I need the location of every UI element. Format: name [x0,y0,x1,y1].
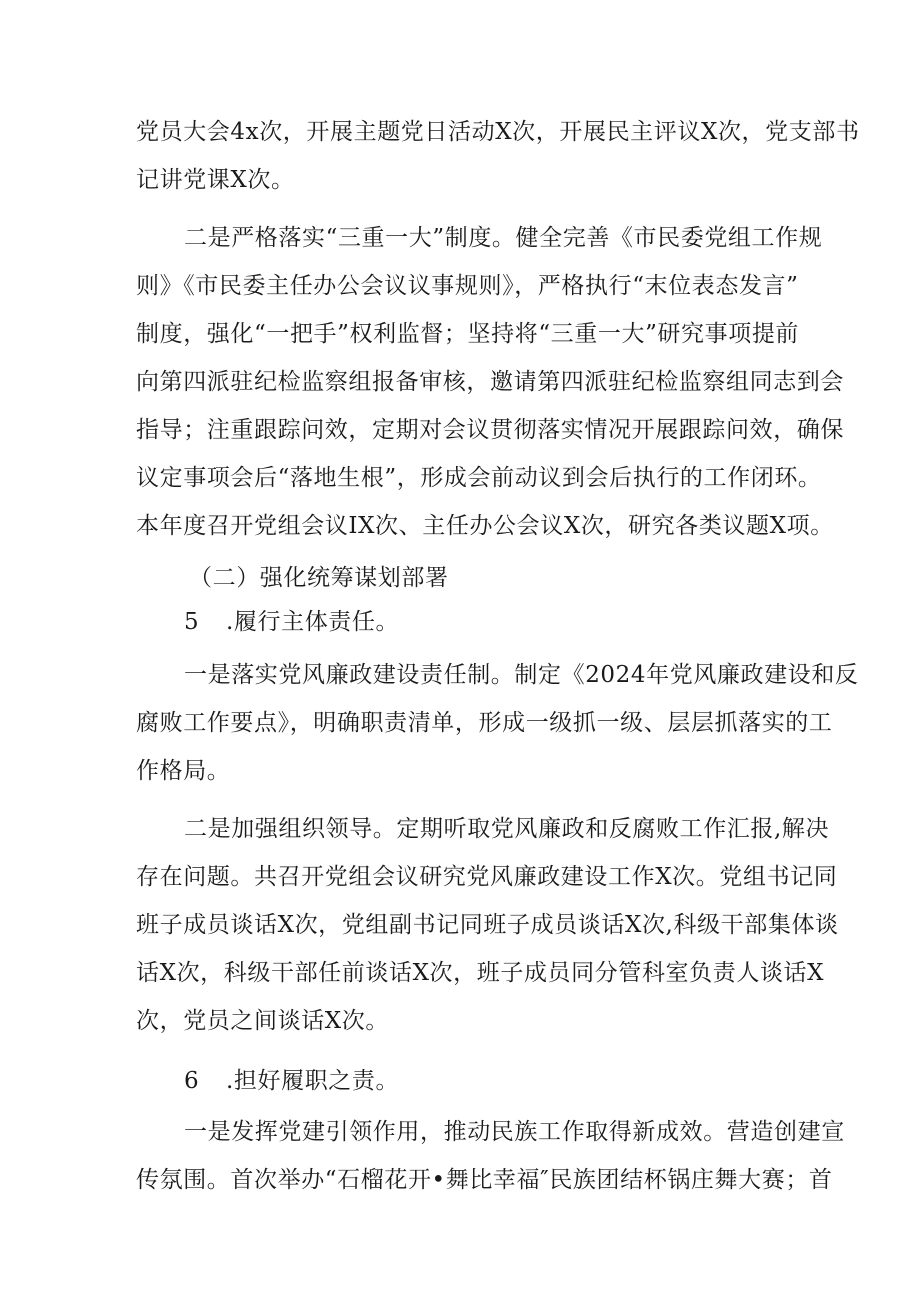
item-text: .担好履职之责。 [226,1068,400,1094]
paragraph-line: 话X次，科级干部任前谈话X次，班子成员同分管科室负责人谈话X [136,960,825,986]
paragraph-line: 向第四派驻纪检监察组报备审核，邀请第四派驻纪检监察组同志到会 [136,369,844,395]
paragraph-line: 指导；注重跟踪问效，定期对会议贯彻落实情况开展跟踪问效，确保 [136,417,844,443]
item-number: 6 [184,1068,200,1094]
paragraph-line: 腐败工作要点》，明确职责清单，形成一级抓一级、层层抓落实的工 [136,710,833,736]
paragraph-line: 制度，强化“一把手”权利监督；坚持将“三重一大”研究事项提前 [136,321,800,347]
numbered-item-5 [184,607,399,637]
section-heading: （二）强化统筹谋划部署 [189,565,449,591]
paragraph-line: 作格局。 [136,758,231,784]
paragraph-line: 一是落实党风廉政建设责任制。制定《2024年党风廉政建设和反 [184,662,859,688]
paragraph-line: 本年度召开党组会议IX次、主任办公会议X次，研究各类议题X项。 [136,513,834,539]
item-number: 5 [184,609,200,635]
paragraph-line: 二是严格落实“三重一大”制度。健全完善《市民委党组工作规 [184,225,823,251]
paragraph-line: 则》《市民委主任办公会议议事规则》，严格执行“末位表态发言” [136,273,799,299]
paragraph-line: 记讲党课X次。 [136,167,295,193]
paragraph-line: 议定事项会后“落地生根”，形成会前动议到会后执行的工作闭环。 [136,465,822,491]
paragraph-line: 党员大会4x次，开展主题党日活动X次，开展民主评议X次，党支部书 [136,119,860,145]
paragraph-line: 二是加强组织领导。定期听取党风廉政和反腐败工作汇报,解决 [184,816,830,842]
paragraph-line: 存在问题。共召开党组会议研究党风廉政建设工作X次。党组书记同 [136,864,838,890]
paragraph-line: 一是发挥党建引领作用，推动民族工作取得新成效。营造创建宣 [184,1119,845,1145]
numbered-item-6 [184,1066,399,1096]
paragraph-line: 传氛围。首次举办“石榴花开•舞比幸福″民族团结杯锅庄舞大赛；首 [136,1167,833,1193]
paragraph-line: 次，党员之间谈话X次。 [136,1008,389,1034]
item-text: .履行主体责任。 [226,609,400,635]
paragraph-line: 班子成员谈话X次，党组副书记同班子成员谈话X次,科级干部集体谈 [136,912,839,938]
